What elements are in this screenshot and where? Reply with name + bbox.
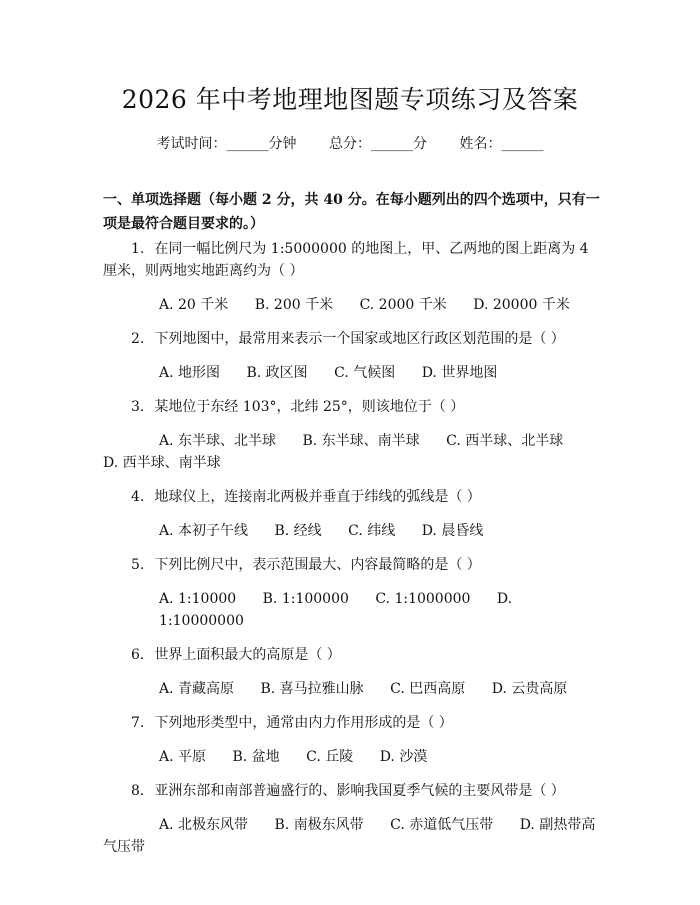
option: B. 盆地	[232, 749, 280, 765]
option: A. 北极东风带	[159, 817, 249, 833]
exam-info	[0, 133, 700, 153]
option: A. 20 千米	[159, 297, 229, 313]
option: B. 南极东风带	[274, 817, 364, 833]
question	[103, 712, 603, 734]
question-number: 8.	[131, 783, 145, 799]
question-text: 下列地形类型中，通常由内力作用形成的是（ ）	[154, 715, 453, 731]
option: D. 20000 千米	[473, 297, 570, 313]
option: C. 纬线	[348, 523, 396, 539]
option: D. 副热带高气压带	[103, 817, 596, 855]
exam-time: 考试时间：______分钟	[156, 136, 297, 152]
option: D. 晨昏线	[421, 523, 484, 539]
option: A. 地形图	[159, 365, 221, 381]
option: A. 青藏高原	[159, 681, 235, 697]
question-text: 在同一幅比例尺为 1:5000000 的地图上，甲、乙两地的图上距离为 4 厘米，则两地实地距离约为（ ）	[103, 241, 589, 279]
option: C. 巴西高原	[390, 681, 466, 697]
option: D. 世界地图	[421, 365, 498, 381]
option-row	[103, 746, 603, 768]
option-row	[103, 520, 603, 542]
question	[103, 780, 603, 802]
option: D. 西半球、南半球	[103, 455, 221, 471]
question	[103, 644, 603, 666]
question	[103, 554, 603, 576]
question-number: 5.	[131, 557, 145, 573]
option: A. 平原	[159, 749, 207, 765]
option: A. 本初子午线	[159, 523, 249, 539]
question	[103, 328, 603, 350]
question-number: 7.	[131, 715, 145, 731]
option: D. 云贵高原	[491, 681, 568, 697]
option: B. 经线	[274, 523, 322, 539]
question-text: 下列比例尺中，表示范围最大、内容最简略的是（ ）	[154, 557, 481, 573]
question	[103, 486, 603, 508]
question	[103, 238, 603, 282]
exam-score: 总分：______分	[329, 136, 427, 152]
option: B. 东半球、南半球	[302, 433, 420, 449]
question-number: 1.	[131, 241, 145, 257]
exam-name: 姓名：______	[459, 136, 544, 152]
option: B. 1:100000	[262, 591, 349, 607]
question	[103, 396, 603, 418]
option: A. 东半球、北半球	[159, 433, 277, 449]
option-row	[103, 678, 603, 700]
option-row	[103, 814, 603, 858]
option-row	[103, 588, 603, 632]
question-text: 地球仪上，连接南北两极并垂直于纬线的弧线是（ ）	[154, 489, 481, 505]
option: C. 1:1000000	[375, 591, 471, 607]
option: C. 气候图	[334, 365, 396, 381]
option: C. 西半球、北半球	[446, 433, 564, 449]
option: D. 1:10000000	[159, 591, 513, 629]
option: B. 政区图	[246, 365, 308, 381]
option: D. 沙漠	[379, 749, 428, 765]
option: B. 喜马拉雅山脉	[260, 681, 364, 697]
question-number: 6.	[131, 647, 145, 663]
question-text: 某地位于东经 103°，北纬 25°，则该地位于（ ）	[154, 399, 465, 415]
option-row	[103, 430, 603, 474]
question-text: 下列地图中，最常用来表示一个国家或地区行政区划范围的是（ ）	[154, 331, 565, 347]
option: C. 丘陵	[306, 749, 354, 765]
question-list	[103, 238, 603, 870]
option: A. 1:10000	[159, 591, 237, 607]
question-text: 亚洲东部和南部普遍盛行的、影响我国夏季气候的主要风带是（ ）	[154, 783, 565, 799]
question-number: 4.	[131, 489, 145, 505]
option-row	[103, 294, 603, 316]
option: C. 2000 千米	[359, 297, 447, 313]
question-number: 3.	[131, 399, 145, 415]
question-number: 2.	[131, 331, 145, 347]
question-text: 世界上面积最大的高原是（ ）	[154, 647, 341, 663]
option: C. 赤道低气压带	[390, 817, 494, 833]
option-row	[103, 362, 603, 384]
option: B. 200 千米	[254, 297, 334, 313]
section-heading: 一、单项选择题（每小题 2 分，共 40 分。在每小题列出的四个选项中，只有一项是最符合题目要求的。）	[103, 192, 600, 232]
page-title: 2026 年中考地理地图题专项练习及答案	[121, 85, 579, 114]
